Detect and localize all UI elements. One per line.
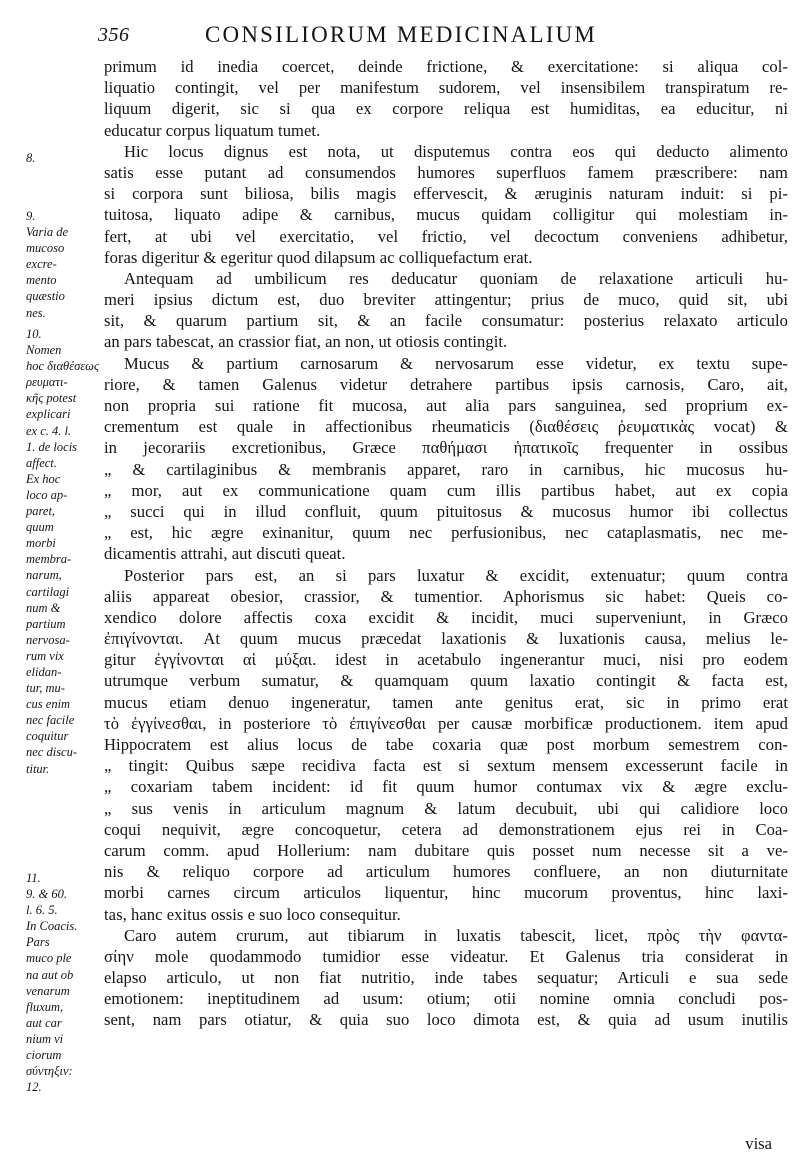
text-line: aliis appareat obesior, crassior, & tumentior. Aphorismus sic habet: Queis co- [104,586,788,606]
text-line: Antequam ad umbilicum res deducatur quoniam de relaxatione articuli hu- [124,268,788,288]
text-line: „ coxariam tabem incident: id fit quum humor contumax vix & ægre exclu- [104,777,788,797]
margin-note: 8. [26,151,36,165]
text-line: primum id inedia coercet, deinde frictione, & exercitatione: si aliqua col- [104,57,788,76]
text-line: σίην mole quodammodo tumidior esse videatur. Et Galenus tria considerat in [104,946,788,966]
text-line: Posterior pars est, an si pars luxatur & excidit, extenuatur; quum contra [124,565,788,585]
text-line: „ & cartilaginibus & membranis apparet, raro in carnibus, hic mucosus hu- [104,459,788,479]
text-line: „ mor, aut ex communicatione quam cum illis partibus habet, aut ex copia [104,480,788,500]
catchword: visa [745,1134,772,1153]
text-line: carum comm. apud Hollerium: nam dubitare quis posset num necesse sit a ve- [104,840,788,860]
text-line: „ tingit: Quibus sæpe recidiva facta est si sextum mensem excesserunt facile in [104,756,788,776]
text-line: Hippocratem est alius locus de tabe coxaria quæ post morbum semestrem con- [104,735,788,754]
text-line: si corpora sunt biliosa, bilis magis effervescit, & æruginis naturam induit: si pi- [104,184,788,204]
text-line: elapso articulo, ut non fiat nutritio, inde tabes sequatur; Articuli e sua sede [104,968,788,988]
text-line: Mucus & partium carnosarum & nervosarum esse videtur, ex textu supe- [124,353,788,373]
running-head: CONSILIORUM MEDICINALIUM [205,22,598,47]
text-line: foras digeritur & egeritur quod dilapsum ac colliquefactum erat. [104,247,533,267]
text-line: „ succi qui in illud confluit, quum pituitosus & mucosus humor ibi collectus [104,501,788,521]
text-line: morbi carnes circum articulos liquentur, hinc mucorum proventus, hinc laxi- [104,883,788,903]
text-line: xendico dolore affectis coxa excidit & incidit, muci superveniunt, in Græco [104,607,788,627]
text-line: Caro autem crurum, aut tibiarum in luxatis tabescit, licet, πρὸς τὴν φαντα- [124,925,788,945]
text-line: non propria sui ratione fit mucosa, aut alia pars sanguinea, sed proprium ex- [104,396,788,415]
text-line: emotionem: ineptitudinem ad usum: otium; otii nomine omnia concludi pos- [104,989,788,1009]
text-line: in jecorariis excretionibus, Græce παθήμασι ἡπατικοῖς frequenter in ossibus [104,438,788,458]
text-line: sent, nam pars otiatur, & quia suo loco dimota est, & quia ad usum inutilis [104,1010,788,1030]
text-line: gitur ἐγγίνονται αἱ μύξαι. idest in acetabulo ingenerantur muci, nisi pro eodem [104,650,788,670]
text-line: „ sus venis in articulum magnum & latum decubuit, ubi qui calidiore loco [104,798,788,818]
text-line: an pars tabescat, an crassior fiat, an non, ut otiosis contingit. [104,332,508,352]
text-line: „ est, hic ægre exinanitur, quum nec perfusionibus, nec cataplasmatis, nec me- [104,523,788,543]
text-line: satis esse putant ad consumendos humores superfluos famem præscribere: nam [104,162,788,182]
margin-note: 11. 9. & 60. l. 6. 5. In Coacis. Pars muco ple na aut ob venarum fluxum, aut car nium vi ciorum σύντηξιν: 12. [26,871,78,1095]
body-text [104,56,788,1031]
text-line: dicamentis attrahi, aut discuti queat. [104,544,346,564]
text-line: liquum digerit, sic si qua ex corpore reliqua est humiditas, ea educitur, ni [104,99,788,119]
text-line: utrumque verbum sumatur, & quamquam quum laxatio contingit & facta est, [104,671,788,691]
text-line: τὸ ἐγγίνεσθαι, in posteriore τὸ ἐπιγίνεσθαι per causæ morbificæ productionem. item apud [104,713,788,733]
margin-note: 9. Varia de mucoso excre- mento quæstio nes. [26,209,69,320]
text-line: liquatio contingit, vel per manifestum sudorem, vel insensibilem transpiratum re- [104,78,788,98]
text-line: riore, & tamen Galenus videtur detrahere partibus ipsis carnosis, Caro, ait, [104,374,788,394]
text-line: ἐπιγίνονται. At quum mucus præcedat laxationis & luxationis causa, melius le- [104,629,788,649]
text-line: meri ipsius dictum est, duo breviter attingentur; prius de muco, quid sit, ubi [104,290,788,310]
margin-note: 10. Nomen hoc διαθέσεως ρευματι- κῆς potest explicari ex c. 4. l. 1. de locis affect. Ex hoc loco ap- paret, quum morbi membra- narum, cartilagi num & partium nervosa- rum vix elidan- tur, mu- cus enim nec facile coquitur nec discu- titur. [26,327,100,776]
text-line: tuitosa, liquato adipe & carnibus, mucus quidam colligitur qui molestiam in- [104,205,788,225]
text-line: sit, & quarum partium sit, & an facile consumatur: posterius relaxato articulo [104,311,788,331]
text-line: Hic locus dignus est nota, ut disputemus contra eos qui deducto alimento [124,141,788,161]
page-number: 356 [98,24,130,46]
text-line: educatur corpus liquatum tumet. [104,120,321,140]
text-line: crementum est quale in affectionibus rheumaticis (διαθέσεις ῥευματικὰς vocat) & [104,417,788,437]
text-line: tas, hanc exitus ossis e suo loco consequitur. [104,904,401,924]
text-line: coqui nequivit, ægre concoquetur, cetera ad demonstrationem ejus rei in Coa- [104,819,788,839]
text-line: mucus etiam denuo ingeneratur, tamen ante genitus erat, sic in primo erat [104,692,788,712]
page-header [0,22,800,54]
text-line: fert, at ubi vel exercitatio, vel frictio, vel decoctum conveniens adhibetur, [104,226,788,246]
text-line: nis & reliquo corpore ad articulum humores confluere, an non diuturnitate [104,862,788,882]
